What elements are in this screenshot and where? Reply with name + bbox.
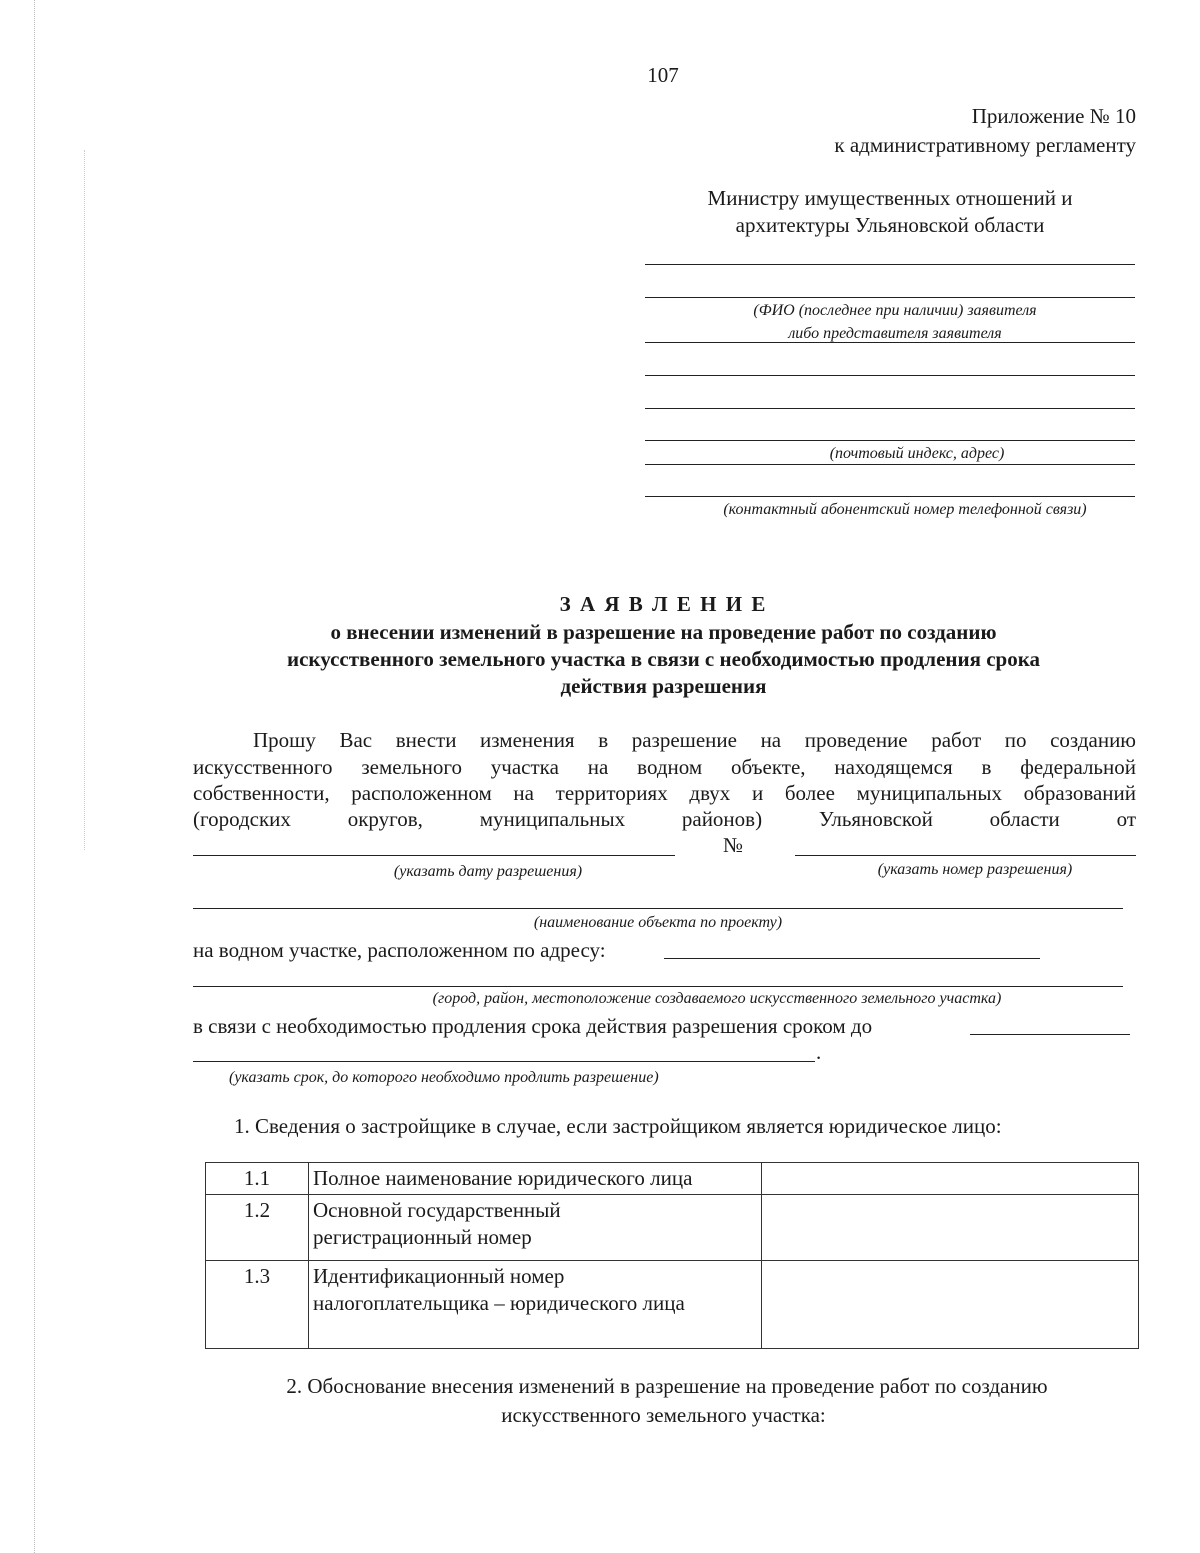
permit-date-field[interactable] <box>193 855 675 856</box>
section-1-title: 1. Сведения о застройщике в случае, если застройщиком является юридическое лицо: <box>234 1114 1002 1138</box>
number-sign: № <box>723 833 744 857</box>
row-label <box>309 1163 762 1195</box>
addressee-line-1: Министру имущественных отношений и <box>707 186 1073 210</box>
extension-term-field[interactable] <box>970 1034 1130 1035</box>
row-value-cell[interactable] <box>762 1261 1139 1349</box>
section-2-title: 2. Обоснование внесения изменений в разрешение на проведение работ по созданию <box>286 1374 1048 1398</box>
row-number: 1.3 <box>206 1261 309 1349</box>
page-number: 107 <box>647 63 679 87</box>
permit-number-field[interactable] <box>795 855 1136 856</box>
row-label-text: Идентификационный номер <box>313 1264 565 1288</box>
applicant-blank-line[interactable] <box>645 496 1135 497</box>
developer-info-table <box>205 1162 1139 1349</box>
fio-hint: (ФИО (последнее при наличии) заявителя <box>753 302 1037 319</box>
body-line-3: собственности, расположенном на территориях двух и более муниципальных образований <box>193 781 1136 805</box>
location-field[interactable] <box>193 986 1123 987</box>
row-label <box>309 1195 762 1261</box>
permit-number-hint: (указать номер разрешения) <box>877 861 1073 878</box>
applicant-blank-line[interactable] <box>645 440 1135 441</box>
phone-hint: (контактный абонентский номер телефонной связи) <box>723 501 1087 518</box>
row-value-cell[interactable] <box>762 1195 1139 1261</box>
applicant-blank-line[interactable] <box>645 464 1135 465</box>
row-number: 1.1 <box>206 1163 309 1195</box>
period-mark: . <box>816 1040 822 1064</box>
location-hint: (город, район, местоположение создаваемого искусственного земельного участка) <box>432 990 1002 1007</box>
table-row <box>206 1195 1139 1261</box>
applicant-blank-line[interactable] <box>645 408 1135 409</box>
table-row <box>206 1261 1139 1349</box>
scan-edge-line <box>34 0 35 1553</box>
document-subtitle-line-2: искусственного земельного участка в связи с необходимостью продления срока <box>287 647 1040 671</box>
row-label-text: регистрационный номер <box>313 1225 532 1249</box>
object-name-field[interactable] <box>193 908 1123 909</box>
water-area-label: на водном участке, расположенном по адресу: <box>193 938 606 962</box>
address-hint: (почтовый индекс, адрес) <box>829 445 1005 462</box>
applicant-blank-line[interactable] <box>645 375 1135 376</box>
document-title: З А Я В Л Е Н И Е <box>559 592 768 616</box>
applicant-blank-line[interactable] <box>645 342 1135 343</box>
row-label <box>309 1261 762 1349</box>
table-row <box>206 1163 1139 1195</box>
body-line-4: (городских округов, муниципальных районов) Ульяновской области от <box>193 807 1136 831</box>
scan-edge-line <box>84 150 85 850</box>
permit-date-hint: (указать дату разрешения) <box>393 863 583 880</box>
applicant-blank-line[interactable] <box>645 297 1135 298</box>
body-line-2: искусственного земельного участка на водном объекте, находящемся в федеральной <box>193 755 1136 779</box>
object-name-hint: (наименование объекта по проекту) <box>533 914 783 931</box>
row-label-text: Полное наименование юридического лица <box>313 1166 693 1190</box>
document-subtitle-line-1: о внесении изменений в разрешение на проведение работ по созданию <box>330 620 997 644</box>
extension-term-hint: (указать срок, до которого необходимо продлить разрешение) <box>229 1069 659 1086</box>
document-subtitle-line-3: действия разрешения <box>560 674 767 698</box>
water-area-address-field[interactable] <box>664 958 1040 959</box>
fio-hint-continued: либо представителя заявителя <box>788 325 1002 342</box>
row-label-text: налогоплательщика – юридического лица <box>313 1291 685 1315</box>
extension-term-field-continued[interactable] <box>193 1061 815 1062</box>
row-label-text: Основной государственный <box>313 1198 561 1222</box>
section-2-title-continued: искусственного земельного участка: <box>501 1403 826 1427</box>
addressee-line-2: архитектуры Ульяновской области <box>735 213 1045 237</box>
body-line-1: Прошу Вас внести изменения в разрешение на проведение работ по созданию <box>253 728 1136 752</box>
row-value-cell[interactable] <box>762 1163 1139 1195</box>
appendix-subtitle: к административному регламенту <box>834 133 1136 157</box>
extension-label: в связи с необходимостью продления срока действия разрешения сроком до <box>193 1014 873 1038</box>
applicant-blank-line[interactable] <box>645 264 1135 265</box>
appendix-title: Приложение № 10 <box>971 104 1136 128</box>
row-number: 1.2 <box>206 1195 309 1261</box>
